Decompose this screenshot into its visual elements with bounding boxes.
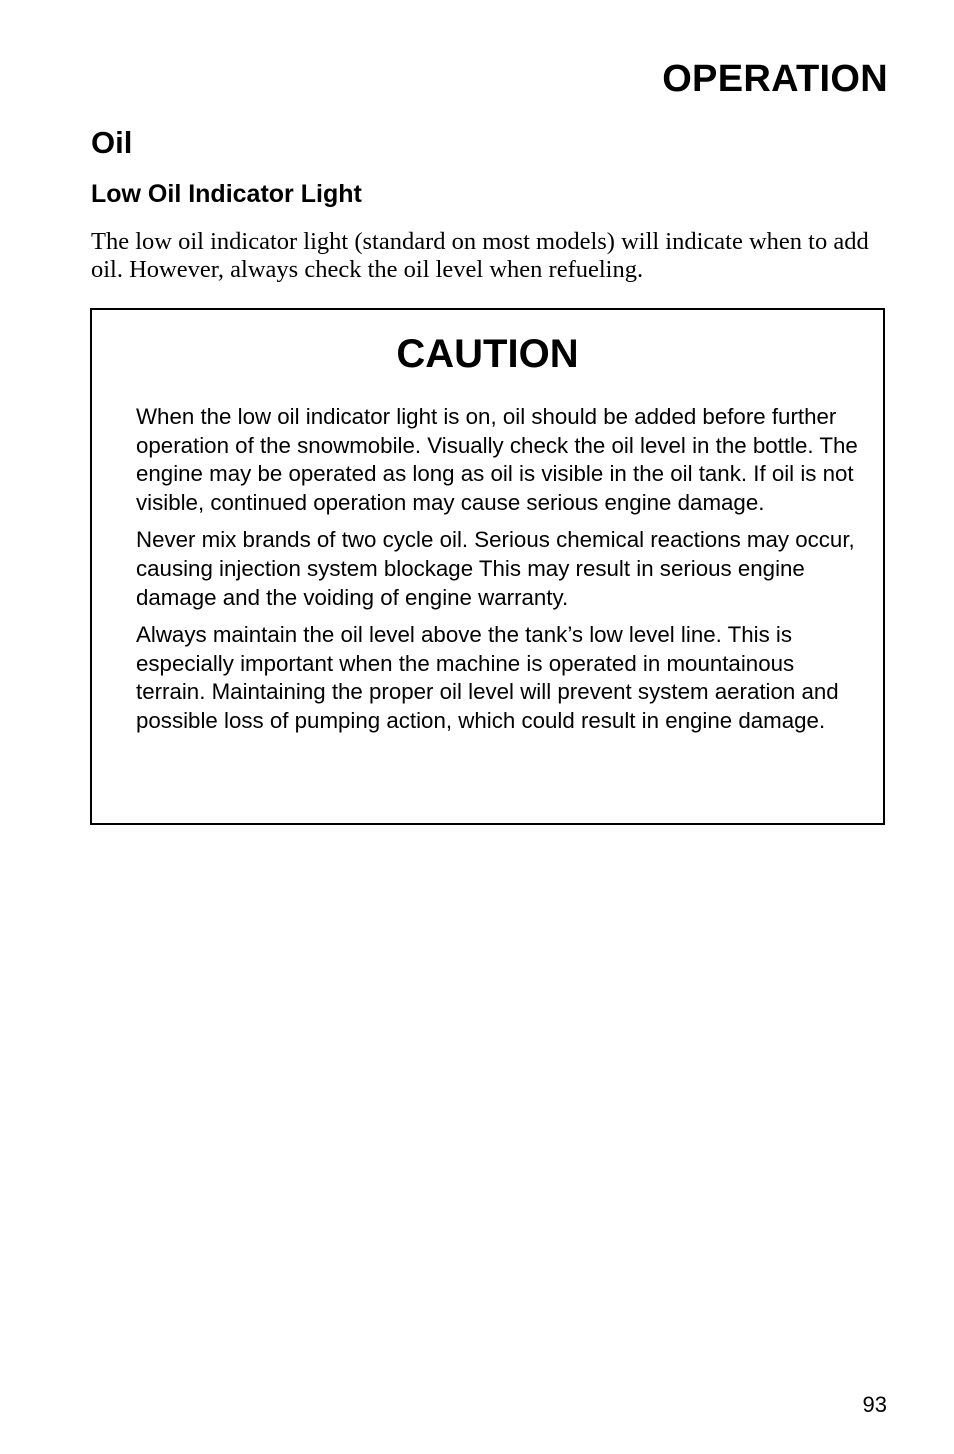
- caution-body: [136, 403, 864, 745]
- caution-paragraph: When the low oil indicator light is on, oil should be added before further operation of the snowmobile. Visually check the oil level in the bottle. The engine may be operated as long as oil is visible in the oil tank. If oil is not visible, continued operation may cause serious engine damage.: [136, 404, 858, 515]
- page-number: 93: [862, 1392, 887, 1417]
- section-header: OPERATION: [662, 58, 888, 100]
- intro-paragraph: The low oil indicator light (standard on most models) will indicate when to add oil. However, always check the oil level when refueling.: [91, 228, 869, 283]
- caution-title: CAUTION: [396, 332, 579, 376]
- page-heading: Oil: [91, 125, 133, 160]
- caution-paragraph: Never mix brands of two cycle oil. Serious chemical reactions may occur, causing injection system blockage This may result in serious engine damage and the voiding of engine warranty.: [136, 527, 855, 610]
- caution-box: [90, 308, 885, 825]
- subheading: Low Oil Indicator Light: [91, 180, 362, 208]
- caution-paragraph: Always maintain the oil level above the tank’s low level line. This is especially important when the machine is operated in mountainous terrain. Maintaining the proper oil level will prevent system aeration and possible loss of pumping action, which could result in engine damage.: [136, 622, 839, 733]
